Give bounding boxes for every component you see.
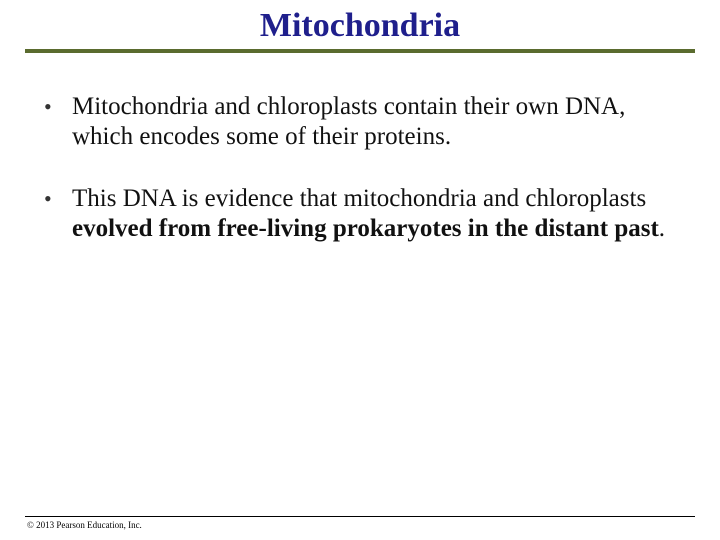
title-underline <box>25 49 695 53</box>
bullet-marker: • <box>44 186 52 211</box>
slide-title: Mitochondria <box>259 7 461 44</box>
bullet-marker: • <box>44 94 52 119</box>
bullet-list <box>44 92 684 276</box>
bullet-item <box>44 92 684 152</box>
footer-divider <box>25 516 695 517</box>
bullet-bold-text: evolved from free-living prokaryotes in the distant past <box>72 215 659 242</box>
copyright-footer: © 2013 Pearson Education, Inc. <box>27 520 142 530</box>
bullet-text-end: . <box>658 215 666 242</box>
bullet-item <box>44 184 684 244</box>
bullet-text: Mitochondria and chloroplasts contain their own DNA, which encodes some of their proteins. <box>72 93 626 150</box>
bullet-text: This DNA is evidence that mitochondria and chloroplasts <box>72 185 647 212</box>
